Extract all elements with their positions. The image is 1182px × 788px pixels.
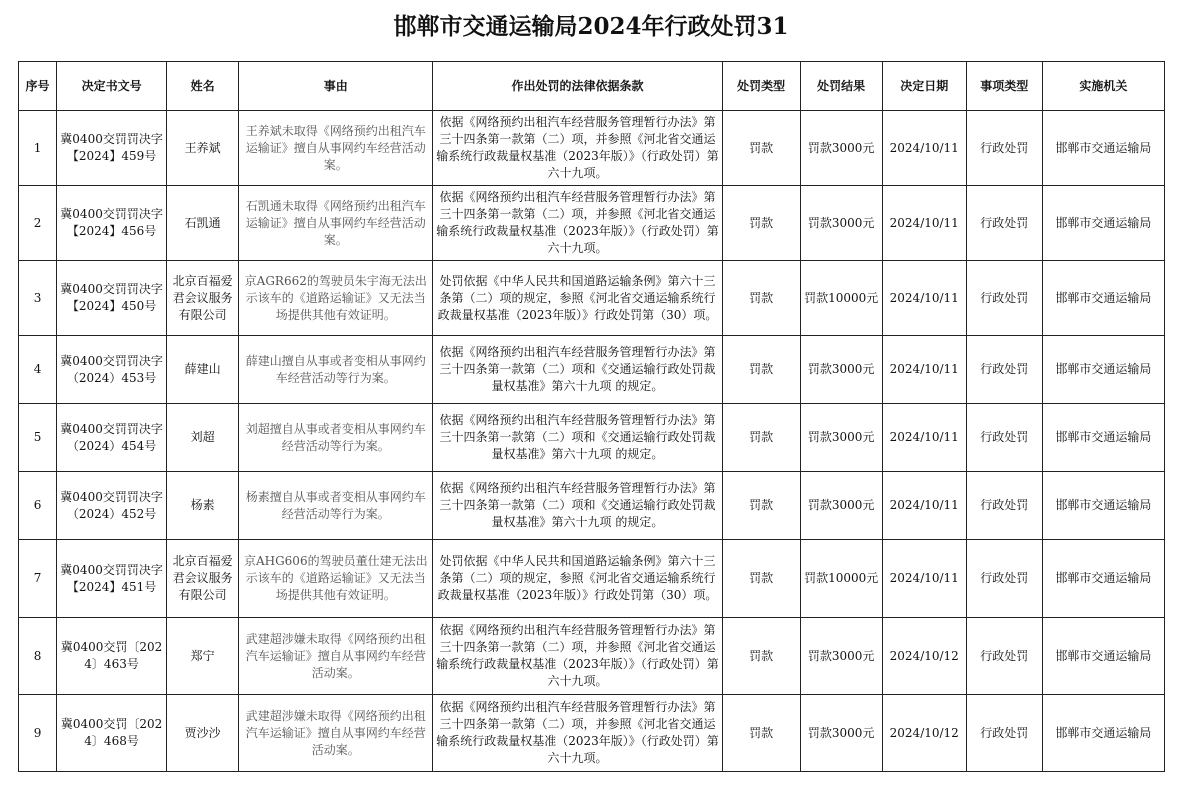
- cell-type: 罚款: [722, 618, 800, 695]
- cell-category: 行政处罚: [966, 540, 1042, 618]
- cell-doc: 冀0400交罚罚决字（2024）453号: [57, 336, 167, 404]
- table-row: [19, 695, 1165, 772]
- cell-doc: 冀0400交罚罚决字【2024】459号: [57, 111, 167, 186]
- cell-category: 行政处罚: [966, 618, 1042, 695]
- cell-name: 郑宁: [167, 618, 239, 695]
- cell-category: 行政处罚: [966, 111, 1042, 186]
- cell-agency: 邯郸市交通运输局: [1042, 695, 1164, 772]
- cell-no: 6: [19, 472, 57, 540]
- header-reason: 事由: [239, 62, 433, 111]
- cell-no: 5: [19, 404, 57, 472]
- cell-name: 刘超: [167, 404, 239, 472]
- table-row: [19, 472, 1165, 540]
- cell-category: 行政处罚: [966, 336, 1042, 404]
- table-row: [19, 404, 1165, 472]
- cell-date: 2024/10/11: [882, 336, 966, 404]
- cell-name: 贾沙沙: [167, 695, 239, 772]
- cell-doc: 冀0400交罚罚决字【2024】450号: [57, 261, 167, 336]
- cell-no: 7: [19, 540, 57, 618]
- cell-date: 2024/10/11: [882, 540, 966, 618]
- cell-category: 行政处罚: [966, 472, 1042, 540]
- table-row: [19, 618, 1165, 695]
- cell-name: 薛建山: [167, 336, 239, 404]
- table-row: [19, 186, 1165, 261]
- header-name: 姓名: [167, 62, 239, 111]
- cell-name: 石凯通: [167, 186, 239, 261]
- cell-agency: 邯郸市交通运输局: [1042, 472, 1164, 540]
- table-header-row: [19, 62, 1165, 111]
- cell-type: 罚款: [722, 336, 800, 404]
- cell-type: 罚款: [722, 186, 800, 261]
- page-title: 邯郸市交通运输局2024年行政处罚31: [393, 13, 789, 40]
- cell-doc: 冀0400交罚罚决字（2024）454号: [57, 404, 167, 472]
- cell-basis: 处罚依据《中华人民共和国道路运输条例》第六十三条第（二）项的规定，参照《河北省交通运输系统行政裁量权基准（2023年版）》行政处罚第（30）项。: [433, 540, 722, 618]
- cell-date: 2024/10/12: [882, 618, 966, 695]
- cell-no: 1: [19, 111, 57, 186]
- cell-date: 2024/10/11: [882, 261, 966, 336]
- cell-result: 罚款3000元: [800, 336, 882, 404]
- cell-reason: 京AHG606的驾驶员董仕建无法出示该车的《道路运输证》又无法当场提供其他有效证明。: [239, 540, 433, 618]
- cell-name: 杨素: [167, 472, 239, 540]
- cell-result: 罚款3000元: [800, 618, 882, 695]
- header-category: 事项类型: [966, 62, 1042, 111]
- cell-doc: 冀0400交罚罚决字【2024】451号: [57, 540, 167, 618]
- cell-agency: 邯郸市交通运输局: [1042, 618, 1164, 695]
- cell-basis: 处罚依据《中华人民共和国道路运输条例》第六十三条第（二）项的规定，参照《河北省交通运输系统行政裁量权基准（2023年版）》行政处罚第（30）项。: [433, 261, 722, 336]
- cell-category: 行政处罚: [966, 186, 1042, 261]
- cell-doc: 冀0400交罚罚决字（2024）452号: [57, 472, 167, 540]
- cell-agency: 邯郸市交通运输局: [1042, 404, 1164, 472]
- cell-reason: 石凯通未取得《网络预约出租汽车运输证》擅自从事网约车经营活动案。: [239, 186, 433, 261]
- cell-no: 4: [19, 336, 57, 404]
- cell-result: 罚款3000元: [800, 186, 882, 261]
- cell-result: 罚款10000元: [800, 540, 882, 618]
- penalty-table: [18, 61, 1165, 772]
- header-result: 处罚结果: [800, 62, 882, 111]
- cell-reason: 刘超擅自从事或者变相从事网约车经营活动等行为案。: [239, 404, 433, 472]
- cell-category: 行政处罚: [966, 695, 1042, 772]
- cell-reason: 京AGR662的驾驶员朱宇海无法出示该车的《道路运输证》又无法当场提供其他有效证明。: [239, 261, 433, 336]
- cell-result: 罚款3000元: [800, 472, 882, 540]
- cell-name: 北京百福爱君会议服务有限公司: [167, 540, 239, 618]
- cell-reason: 武建超涉嫌未取得《网络预约出租汽车运输证》擅自从事网约车经营活动案。: [239, 618, 433, 695]
- header-no: 序号: [19, 62, 57, 111]
- cell-reason: 杨素擅自从事或者变相从事网约车经营活动等行为案。: [239, 472, 433, 540]
- cell-name: 王养斌: [167, 111, 239, 186]
- cell-doc: 冀0400交罚〔2024〕463号: [57, 618, 167, 695]
- cell-no: 2: [19, 186, 57, 261]
- cell-reason: 王养斌未取得《网络预约出租汽车运输证》擅自从事网约车经营活动案。: [239, 111, 433, 186]
- cell-basis: 依据《网络预约出租汽车经营服务管理暂行办法》第三十四条第一款第（二）项，并参照《河北省交通运输系统行政裁量权基准（2023年版）》（行政处罚）第六十九项。: [433, 618, 722, 695]
- cell-basis: 依据《网络预约出租汽车经营服务管理暂行办法》第三十四条第一款第（二）项和《交通运输行政处罚裁量权基准》第六十九项 的规定。: [433, 336, 722, 404]
- header-doc: 决定书文号: [57, 62, 167, 111]
- cell-no: 8: [19, 618, 57, 695]
- cell-type: 罚款: [722, 261, 800, 336]
- cell-result: 罚款3000元: [800, 404, 882, 472]
- cell-type: 罚款: [722, 404, 800, 472]
- cell-date: 2024/10/11: [882, 404, 966, 472]
- cell-date: 2024/10/11: [882, 111, 966, 186]
- cell-type: 罚款: [722, 111, 800, 186]
- cell-doc: 冀0400交罚罚决字【2024】456号: [57, 186, 167, 261]
- table-row: [19, 336, 1165, 404]
- cell-reason: 武建超涉嫌未取得《网络预约出租汽车运输证》擅自从事网约车经营活动案。: [239, 695, 433, 772]
- cell-doc: 冀0400交罚〔2024〕468号: [57, 695, 167, 772]
- cell-reason: 薛建山擅自从事或者变相从事网约车经营活动等行为案。: [239, 336, 433, 404]
- cell-no: 9: [19, 695, 57, 772]
- header-agency: 实施机关: [1042, 62, 1164, 111]
- cell-type: 罚款: [722, 540, 800, 618]
- cell-basis: 依据《网络预约出租汽车经营服务管理暂行办法》第三十四条第一款第（二）项和《交通运输行政处罚裁量权基准》第六十九项 的规定。: [433, 404, 722, 472]
- cell-basis: 依据《网络预约出租汽车经营服务管理暂行办法》第三十四条第一款第（二）项，并参照《河北省交通运输系统行政裁量权基准（2023年版）》（行政处罚）第六十九项。: [433, 186, 722, 261]
- table-row: [19, 540, 1165, 618]
- cell-agency: 邯郸市交通运输局: [1042, 540, 1164, 618]
- cell-agency: 邯郸市交通运输局: [1042, 111, 1164, 186]
- cell-date: 2024/10/12: [882, 695, 966, 772]
- cell-basis: 依据《网络预约出租汽车经营服务管理暂行办法》第三十四条第一款第（二）项和《交通运输行政处罚裁量权基准》第六十九项 的规定。: [433, 472, 722, 540]
- header-type: 处罚类型: [722, 62, 800, 111]
- table-row: [19, 261, 1165, 336]
- cell-agency: 邯郸市交通运输局: [1042, 261, 1164, 336]
- cell-agency: 邯郸市交通运输局: [1042, 336, 1164, 404]
- header-basis: 作出处罚的法律依据条款: [433, 62, 722, 111]
- cell-date: 2024/10/11: [882, 186, 966, 261]
- cell-result: 罚款10000元: [800, 261, 882, 336]
- cell-date: 2024/10/11: [882, 472, 966, 540]
- cell-name: 北京百福爱君会议服务有限公司: [167, 261, 239, 336]
- cell-basis: 依据《网络预约出租汽车经营服务管理暂行办法》第三十四条第一款第（二）项，并参照《河北省交通运输系统行政裁量权基准（2023年版）》（行政处罚）第六十九项。: [433, 695, 722, 772]
- cell-result: 罚款3000元: [800, 695, 882, 772]
- cell-type: 罚款: [722, 695, 800, 772]
- cell-category: 行政处罚: [966, 404, 1042, 472]
- table-row: [19, 111, 1165, 186]
- cell-result: 罚款3000元: [800, 111, 882, 186]
- cell-basis: 依据《网络预约出租汽车经营服务管理暂行办法》第三十四条第一款第（二）项，并参照《河北省交通运输系统行政裁量权基准（2023年版）》（行政处罚）第六十九项。: [433, 111, 722, 186]
- cell-category: 行政处罚: [966, 261, 1042, 336]
- cell-type: 罚款: [722, 472, 800, 540]
- cell-no: 3: [19, 261, 57, 336]
- cell-agency: 邯郸市交通运输局: [1042, 186, 1164, 261]
- header-date: 决定日期: [882, 62, 966, 111]
